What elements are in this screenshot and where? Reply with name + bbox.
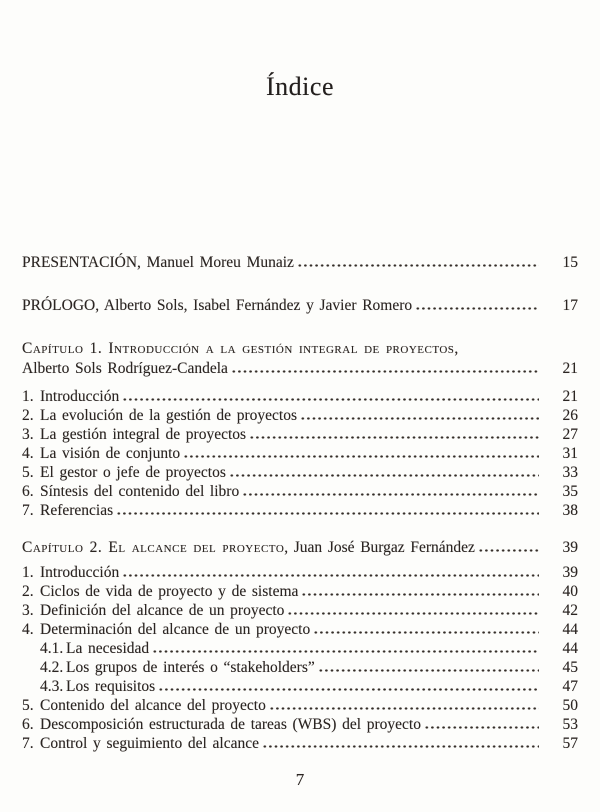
chapter1-author-label: Alberto Sols Rodríguez-Candela <box>22 360 228 377</box>
entry-page-number: 31 <box>562 445 578 462</box>
item-label: Referencias <box>40 502 114 519</box>
table-of-contents <box>22 253 578 753</box>
chapter1-author-line <box>22 359 578 379</box>
page-title: Índice <box>266 72 334 101</box>
entry-page-number: 33 <box>562 464 578 481</box>
entry-page-number: 35 <box>562 483 578 500</box>
item-number: 5. <box>22 697 34 714</box>
toc-subitem <box>22 658 578 677</box>
dot-leader <box>116 512 539 516</box>
entry-page-number: 57 <box>562 735 578 752</box>
item-label: La necesidad <box>66 640 150 657</box>
entry-page-number: 15 <box>562 254 578 271</box>
chapter2-heading-author: Juan José Burgaz Fernández <box>293 539 475 556</box>
entry-label: PRÓLOGO, Alberto Sols, Isabel Fernández y Javier Romero <box>22 297 413 314</box>
item-label: Control y seguimiento del alcance <box>40 735 259 752</box>
dot-leader <box>287 612 539 616</box>
item-label: La visión de conjunto <box>40 445 181 462</box>
item-label: Los requisitos <box>66 678 156 695</box>
toc-item <box>22 444 578 463</box>
entry-page-number: 39 <box>562 539 578 556</box>
entry-page-number: 27 <box>562 426 578 443</box>
dot-leader <box>297 264 539 268</box>
entry-page-number: 21 <box>562 360 578 377</box>
chapter1-heading-label: Capítulo 1. Introducción a la gestión integral de proyectos, <box>22 340 459 357</box>
toc-item <box>22 406 578 425</box>
entry-page-number: 45 <box>562 659 578 676</box>
entry-page-number: 44 <box>562 621 578 638</box>
toc-item <box>22 425 578 444</box>
dot-leader <box>424 726 539 730</box>
item-label: La evolución de la gestión de proyectos <box>40 407 297 424</box>
item-label: Descomposición estructurada de tareas (WBS) del proyecto <box>40 716 421 733</box>
dot-leader <box>269 707 539 711</box>
dot-leader <box>122 574 539 578</box>
entry-page-number: 50 <box>562 697 578 714</box>
item-label: Introducción <box>40 388 120 405</box>
toc-item <box>22 734 578 753</box>
toc-item <box>22 715 578 734</box>
dot-leader <box>415 307 539 311</box>
dot-leader <box>478 549 539 553</box>
chapter2-heading-smallcaps: Capítulo 2. El alcance del proyecto, <box>22 539 289 556</box>
dot-leader <box>183 455 539 459</box>
dot-leader <box>313 631 539 635</box>
item-number: 3. <box>22 602 34 619</box>
toc-item <box>22 620 578 639</box>
item-number: 1. <box>22 388 34 405</box>
dot-leader <box>231 370 539 374</box>
folio-page-number: 7 <box>295 770 305 789</box>
chapter2-heading-label <box>22 538 475 558</box>
dot-leader <box>158 688 539 692</box>
dot-leader <box>300 417 539 421</box>
item-number: 7. <box>22 735 34 752</box>
item-number: 6. <box>22 716 34 733</box>
item-label: Definición del alcance de un proyecto <box>40 602 285 619</box>
dot-leader <box>229 474 539 478</box>
entry-page-number: 39 <box>562 564 578 581</box>
toc-item <box>22 501 578 520</box>
item-number: 2. <box>22 407 34 424</box>
dot-leader <box>122 398 539 402</box>
item-number: 5. <box>22 464 34 481</box>
toc-item <box>22 696 578 715</box>
dot-leader <box>301 593 539 597</box>
entry-page-number: 38 <box>562 502 578 519</box>
toc-item <box>22 387 578 406</box>
chapter1-heading <box>22 339 578 359</box>
item-number: 4.3. <box>40 678 64 695</box>
item-label: El gestor o jefe de proyectos <box>40 464 226 481</box>
entry-page-number: 26 <box>562 407 578 424</box>
item-label: Los grupos de interés o “stakeholders” <box>66 659 315 676</box>
item-number: 4.1. <box>40 640 64 657</box>
toc-item <box>22 563 578 582</box>
item-label: Contenido del alcance del proyecto <box>40 697 266 714</box>
dot-leader <box>262 745 539 749</box>
toc-item <box>22 582 578 601</box>
entry-page-number: 17 <box>562 297 578 314</box>
toc-subitem <box>22 639 578 658</box>
item-label: La gestión integral de proyectos <box>40 426 247 443</box>
toc-subitem <box>22 677 578 696</box>
chapter2-heading <box>22 538 578 558</box>
dot-leader <box>318 669 539 673</box>
item-label: Introducción <box>40 564 120 581</box>
toc-item <box>22 482 578 501</box>
item-number: 3. <box>22 426 34 443</box>
dot-leader <box>152 650 539 654</box>
dot-leader <box>249 436 539 440</box>
entry-page-number: 53 <box>562 716 578 733</box>
item-label: Síntesis del contenido del libro <box>40 483 240 500</box>
entry-page-number: 40 <box>562 583 578 600</box>
item-number: 4.2. <box>40 659 64 676</box>
item-number: 7. <box>22 502 34 519</box>
dot-leader <box>242 493 539 497</box>
item-number: 6. <box>22 483 34 500</box>
item-label: Ciclos de vida de proyecto y de sistema <box>40 583 299 600</box>
item-number: 4. <box>22 621 34 638</box>
entry-page-number: 44 <box>562 640 578 657</box>
toc-entry-presentacion <box>22 253 578 272</box>
entry-page-number: 21 <box>562 388 578 405</box>
toc-entry-prologo <box>22 296 578 315</box>
entry-page-number: 47 <box>562 678 578 695</box>
toc-item <box>22 463 578 482</box>
entry-label: PRESENTACIÓN, Manuel Moreu Munaiz <box>22 254 294 271</box>
toc-item <box>22 601 578 620</box>
item-number: 2. <box>22 583 34 600</box>
item-number: 1. <box>22 564 34 581</box>
item-number: 4. <box>22 445 34 462</box>
entry-page-number: 42 <box>562 602 578 619</box>
item-label: Determinación del alcance de un proyecto <box>40 621 311 638</box>
